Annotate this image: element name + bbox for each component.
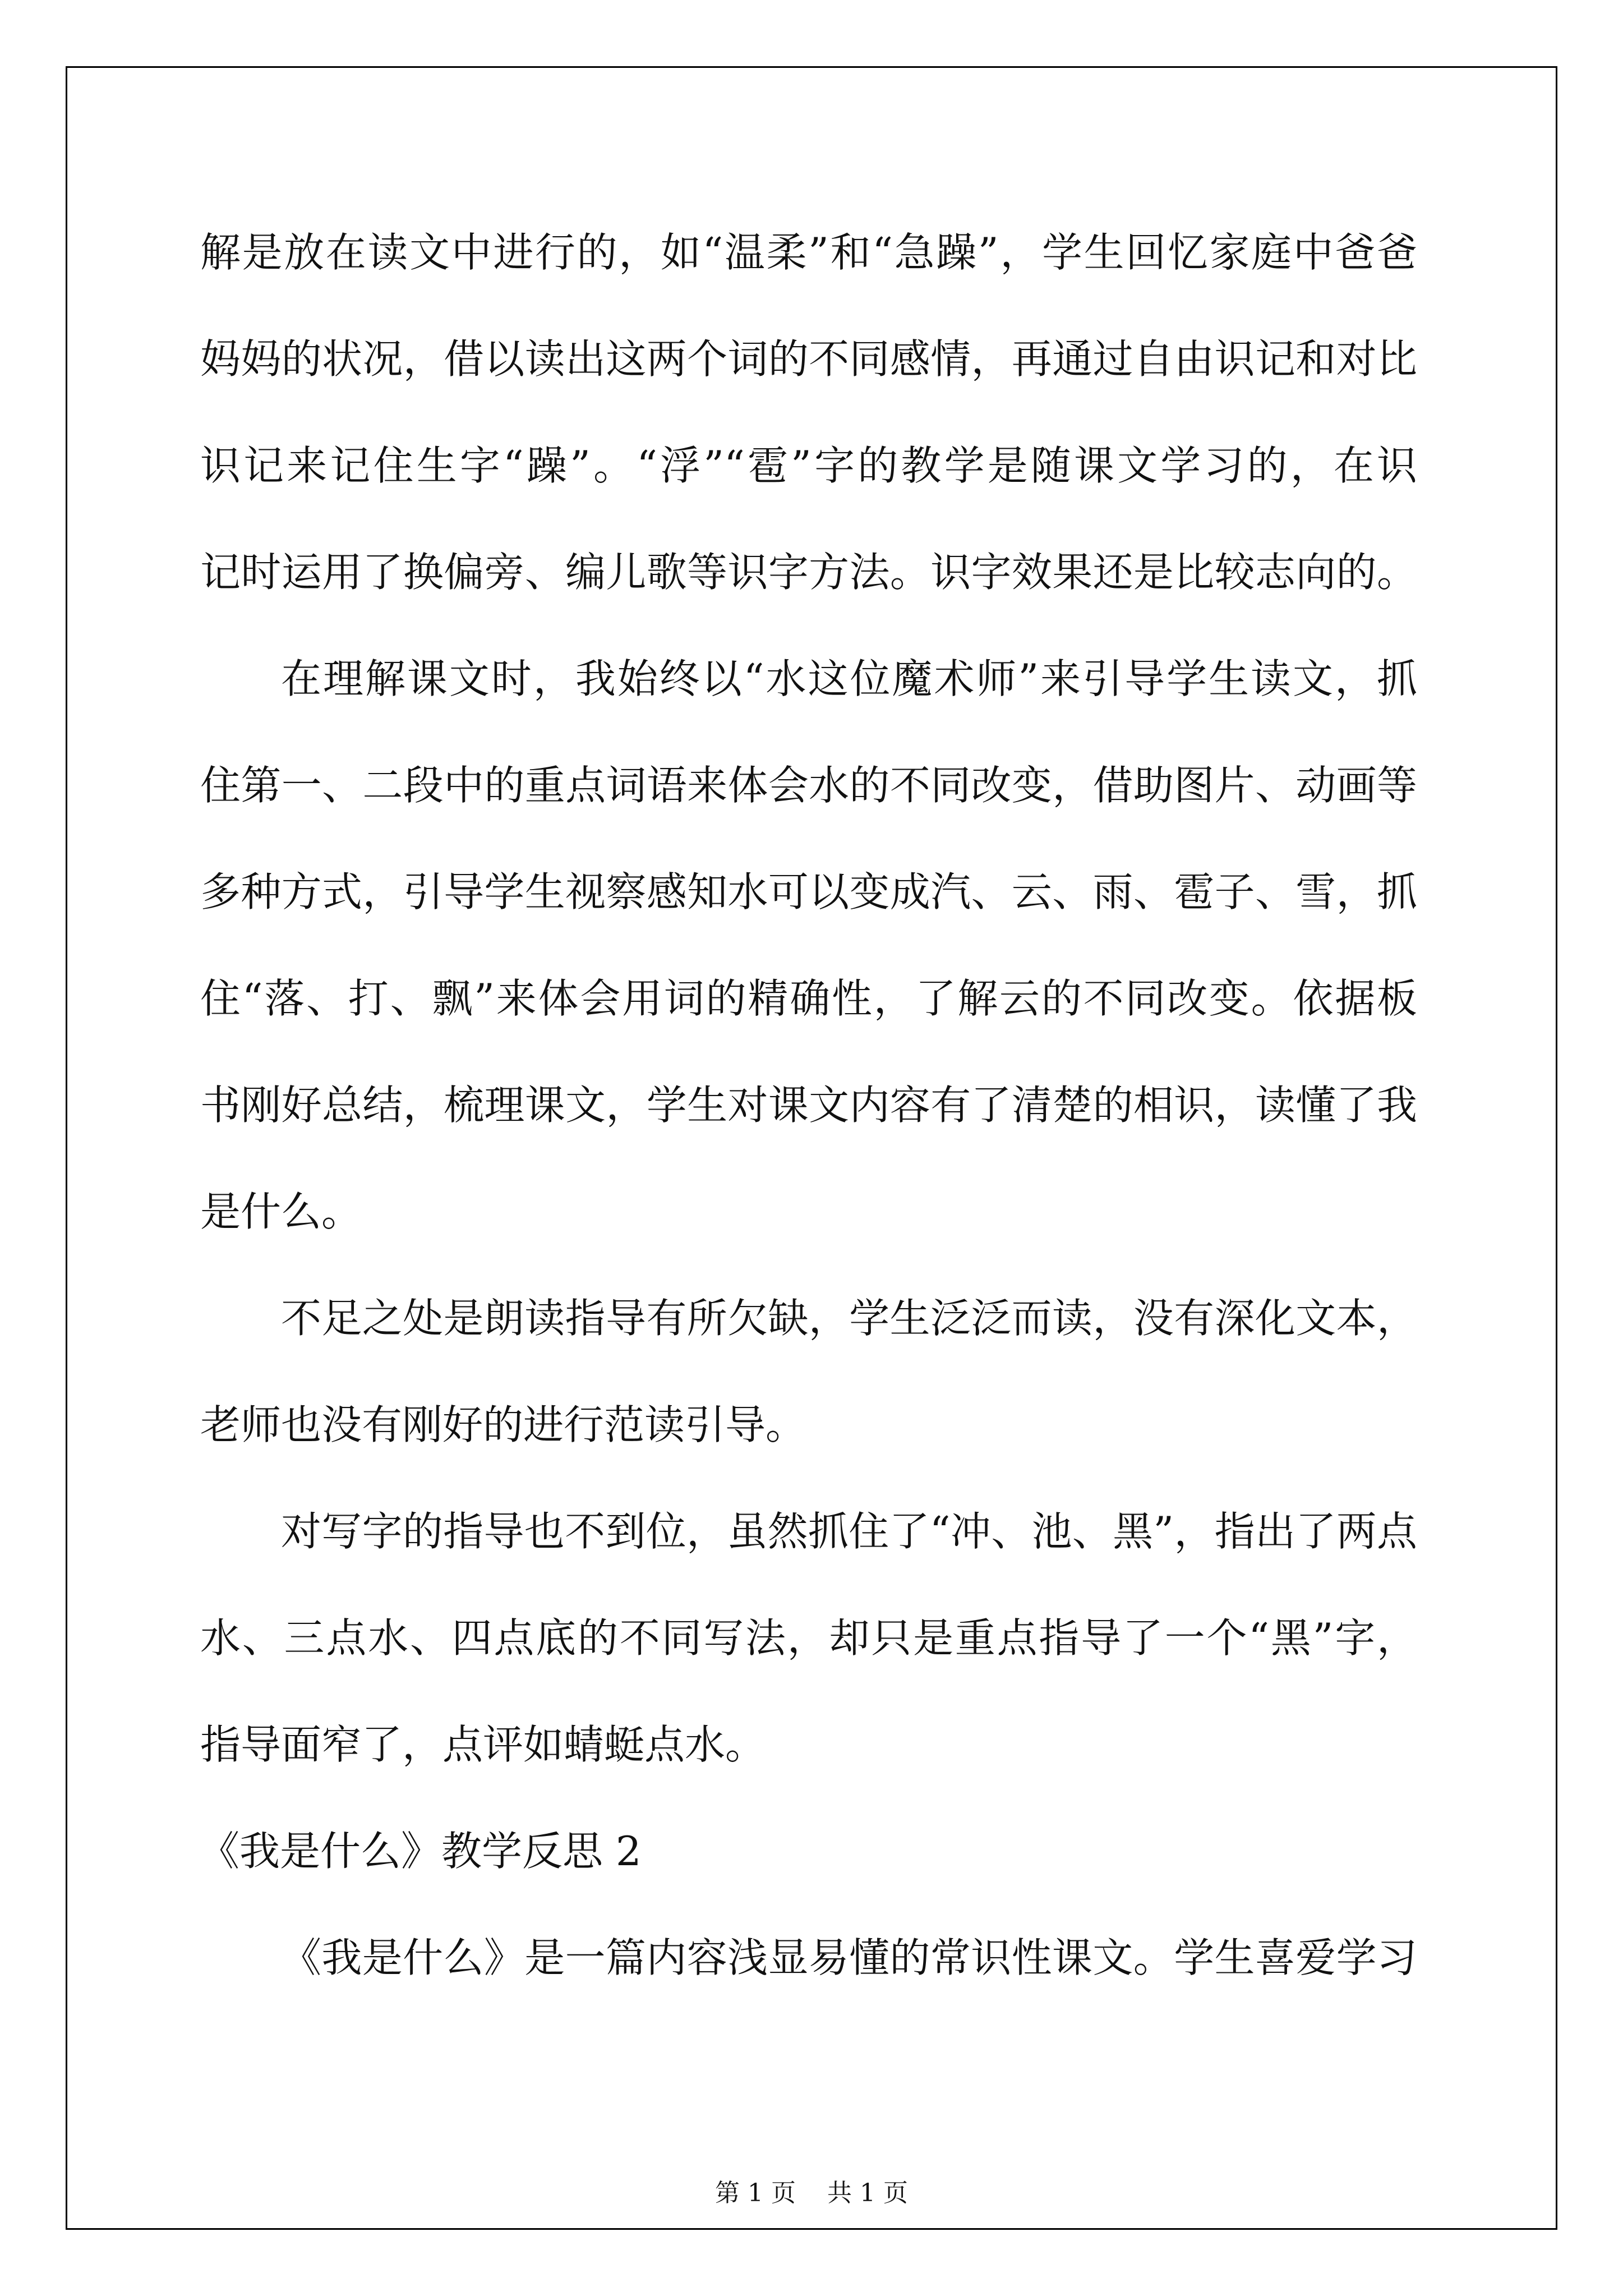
page-number: 第 1 页 [715, 2179, 796, 2207]
text-line: 《我是什么》是一篇内容浅显易懂的常识性课文。学生喜爱学习 [281, 1934, 1417, 1981]
page-total: 共 1 页 [827, 2179, 908, 2207]
text-line: 住“落、打、飘”来体会用词的精确性，了解云的不同改变。依据板 [200, 975, 1417, 1022]
page-footer [0, 2177, 1623, 2210]
text-line: 解是放在读文中进行的，如“温柔”和“急躁”，学生回忆家庭中爸爸 [200, 229, 1417, 276]
text-line: 记时运用了换偏旁、编儿歌等识字方法。识字效果还是比较志向的。 [200, 549, 1417, 596]
text-line: 书刚好总结，梳理课文，学生对课文内容有了清楚的相识，读懂了我 [200, 1082, 1417, 1129]
text-line: 对写字的指导也不到位，虽然抓住了“冲、池、黑”，指出了两点 [281, 1508, 1417, 1555]
text-line: 多种方式，引导学生视察感知水可以变成汽、云、雨、雹子、雪，抓 [200, 868, 1417, 915]
text-line: 指导面窄了，点评如蜻蜓点水。 [200, 1721, 766, 1768]
text-line: 住第一、二段中的重点词语来体会水的不同改变，借助图片、动画等 [200, 762, 1417, 809]
text-line: 识记来记住生字“躁”。“浮”“雹”字的教学是随课文学习的，在识 [200, 442, 1417, 489]
section-heading: 《我是什么》教学反思 2 [199, 1828, 642, 1875]
text-line: 是什么。 [200, 1188, 362, 1235]
text-line: 老师也没有刚好的进行范读引导。 [200, 1401, 806, 1448]
text-line: 水、三点水、四点底的不同写法，却只是重点指导了一个“黑”字， [200, 1614, 1417, 1662]
text-line: 在理解课文时，我始终以“水这位魔术师”来引导学生读文，抓 [281, 655, 1417, 702]
text-line: 不足之处是朗读指导有所欠缺，学生泛泛而读，没有深化文本， [281, 1295, 1417, 1342]
document-body [200, 213, 1417, 2025]
text-line: 妈妈的状况，借以读出这两个词的不同感情，再通过自由识记和对比 [200, 335, 1417, 383]
